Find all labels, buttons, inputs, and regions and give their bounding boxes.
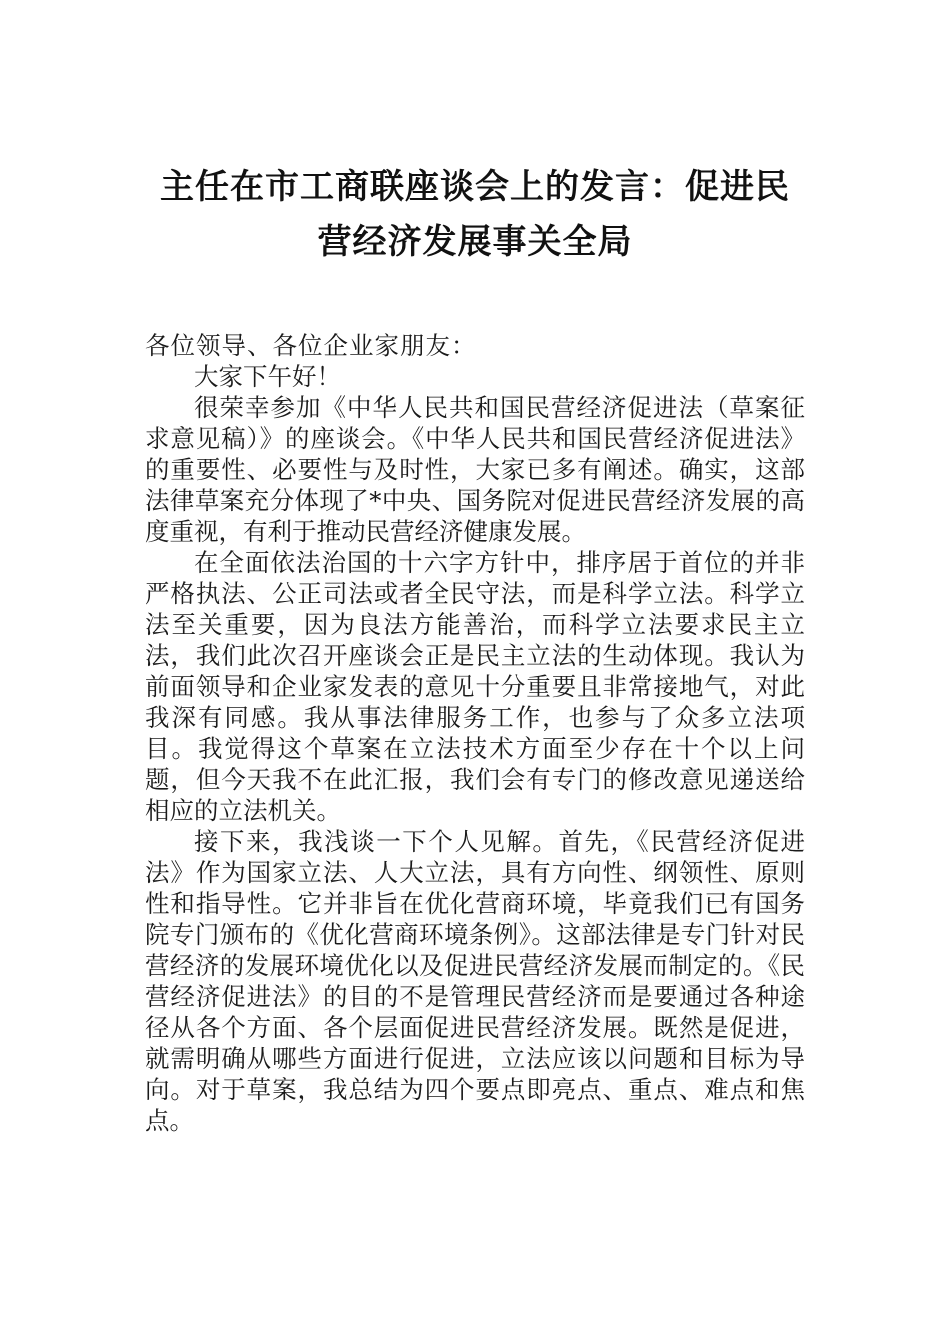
paragraph: 在全面依法治国的十六字方针中，排序居于首位的并非严格执法、公正司法或者全民守法，而是科学立法。科学立法至关重要，因为良法方能善治，而科学立法要求民主立法，我们此次召开座谈会正是民主立法的生动体现。我认为前面领导和企业家发表的意见十分重要且非常接地气，对此我深有同感。我从事法律服务工作，也参与了众多立法项目。我觉得这个草案在立法技术方面至少存在十个以上问题，但今天我不在此汇报，我们会有专门的修改意见递送给相应的立法机关。 [145, 548, 805, 825]
document-title [145, 160, 805, 270]
paragraph-greeting: 大家下午好！ [194, 362, 341, 391]
paragraph: 接下来，我浅谈一下个人见解。首先，《民营经济促进法》作为国家立法、人大立法，具有方向性、纲领性、原则性和指导性。它并非旨在优化营商环境，毕竟我们已有国务院专门颁布的《优化营商环境条例》。这部法律是专门针对民营经济的发展环境优化以及促进民营经济发展而制定的。《民营经济促进法》的目的不是管理民营经济而是要通过各种途径从各个方面、各个层面促进民营经济发展。既然是促进，就需明确从哪些方面进行促进，立法应该以问题和目标为导向。对于草案，我总结为四个要点即亮点、重点、难点和焦点。 [145, 827, 805, 1135]
title-line-2: 营经济发展事关全局 [317, 222, 633, 262]
paragraph: 很荣幸参加《中华人民共和国民营经济促进法（草案征求意见稿）》的座谈会。《中华人民共和国民营经济促进法》的重要性、必要性与及时性，大家已多有阐述。确实，这部法律草案充分体现了*中央、国务院对促进民营经济发展的高度重视，有利于推动民营经济健康发展。 [145, 393, 805, 546]
salutation: 各位领导、各位企业家朋友： [145, 331, 477, 360]
title-line-1: 主任在市工商联座谈会上的发言：促进民 [160, 167, 790, 207]
document-body [145, 330, 805, 1136]
